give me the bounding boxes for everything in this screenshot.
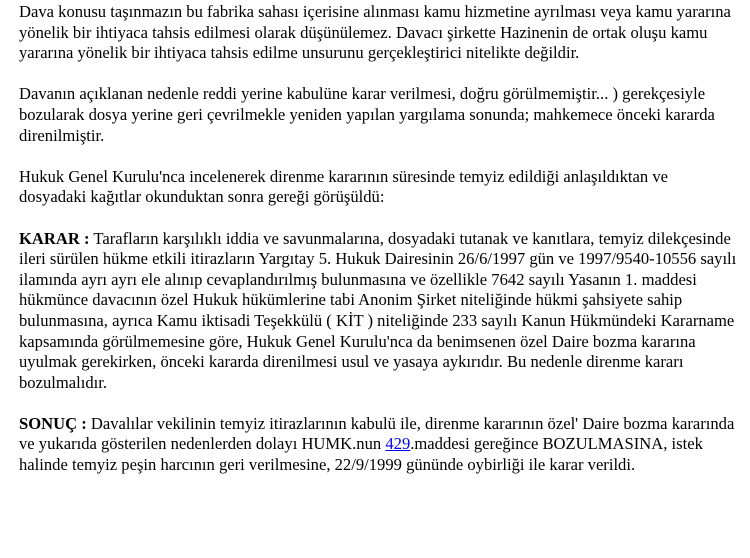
paragraph-general-assembly-review: Hukuk Genel Kurulu'nca incelenerek direnme kararının süresinde temyiz edildiği anlaşıldıktan ve dosyadaki kağıtlar okunduktan sonra gereği görüşüldü: bbox=[19, 166, 669, 207]
sonuc-text-before-link: Davalılar vekilinin temyiz itirazlarının kabulü ile, direnme kararının özel' Daire bozma kararında ve yukarıda gösterilen nedenlerden dolayı HUMK.nun bbox=[19, 413, 735, 454]
karar-text: Tarafların karşılıklı iddia ve savunmalarına, dosyadaki tutanak ve kanıtlara, temyiz dilekçesinde ileri sürülen hükme etkili itirazların Yargıtay 5. Hukuk Dairesinin 26/6/1997 gün ve 1997/9540-10556 sayılı ilamında ayrı ayrı ele alınıp cevaplandırılmış bulunmasına ve özellikle 7642 sayılı Yasanın 1. maddesi hükmünce davacının özel Hukuk hükümlerine tabi Anonim Şirket niteliğinde hükmi şahsiyete sahip bulunmasına, ayrıca Kamu iktisadi Teşekkülü ( KİT ) niteliğinde 233 sayılı Kanun Hükmündeki Kararname kapsamında görülmemesine göre, Hukuk Genel Kurulu'nca da benimsenen özel Daire bozma kararına uyulmak gerekirken, önceki kararda direnilmesi usul ve yasaya aykırıdır. Bu nedenle direnme kararı bozulmalıdır. bbox=[19, 228, 737, 392]
paragraph-public-interest: Dava konusu taşınmazın bu fabrika sahası içerisine alınması kamu hizmetine ayrılması veya kamu yararına yönelik bir ihtiyaca tahsis edilmesi olarak düşünülemez. Davacı şirkette Hazinenin de ortak oluşu kamu yararına yönelik bir ihtiyaca tahsis edilme unsurunu gerçekleştirici nitelikte değildir. bbox=[19, 2, 731, 63]
paragraph-sonuc bbox=[19, 414, 739, 476]
paragraph-karar bbox=[19, 229, 739, 394]
sonuc-label: SONUÇ : bbox=[19, 413, 87, 433]
sonuc-text-after-link: .maddesi gereğince BOZULMASINA, istek halinde temyiz peşin harcının geri verilmesine, 22/9/1999 gününde oybirliği ile karar verildi. bbox=[19, 434, 703, 475]
karar-label: KARAR : bbox=[19, 228, 90, 248]
article-429-link[interactable]: 429 bbox=[385, 434, 411, 454]
document-body bbox=[19, 2, 739, 476]
paragraph-reversal-history: Davanın açıklanan nedenle reddi yerine kabulüne karar verilmesi, doğru görülmemiştir... ) gerekçesiyle bozularak dosya yerine geri çevrilmekle yeniden yapılan yargılama sonunda; mahkemece önceki kararda direnilmiştir. bbox=[19, 84, 715, 145]
